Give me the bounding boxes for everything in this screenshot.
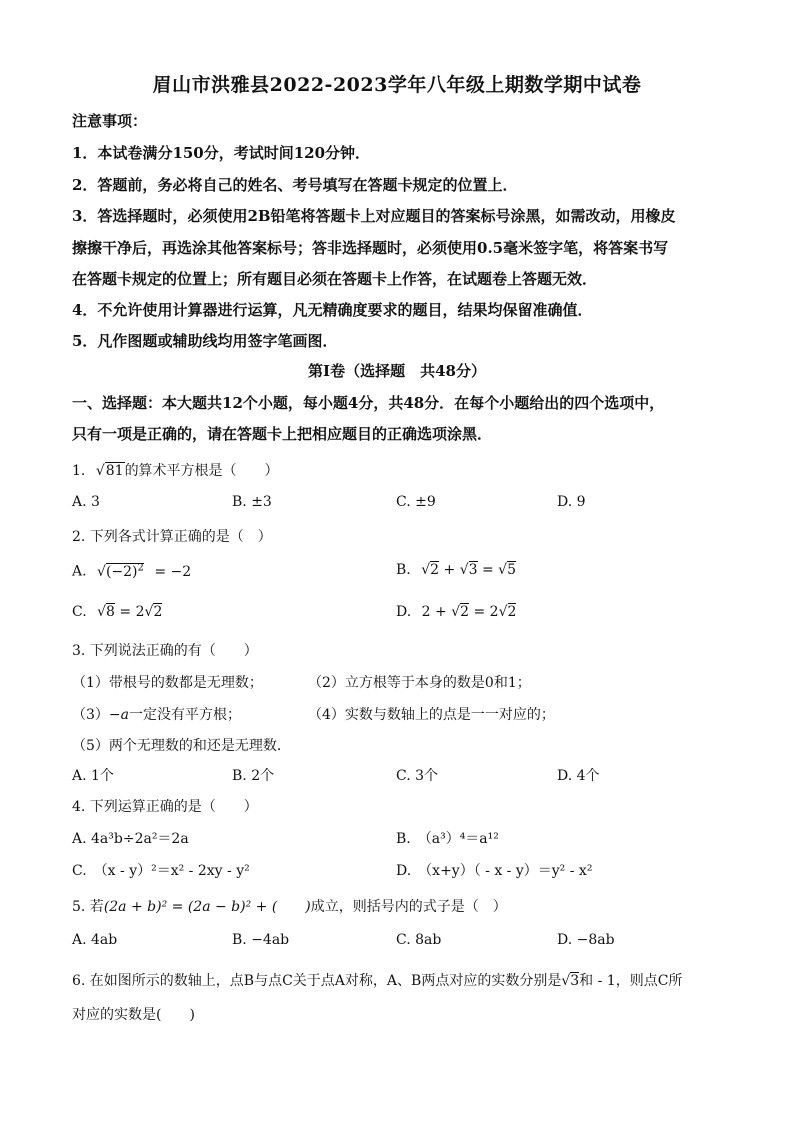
notice-item-3: 3．答选择题时，必须使用2B铅笔将答题卡上对应题目的答案标号涂黑，如需改动，用橡皮 bbox=[72, 207, 676, 225]
q2-option-a: A. $√(-2)^2 = -2$ bbox=[72, 562, 192, 580]
q1-option-a: A. 3 bbox=[72, 494, 100, 510]
q1-sqrt: √81 bbox=[95, 463, 124, 479]
notice-item-3-cont2: 在答题卡规定的位置上；所有题目必须在答题卡上作答，在试题卷上答题无效． bbox=[72, 270, 598, 288]
q1-stem: 的算术平方根是（ ） bbox=[124, 463, 279, 479]
q3-option-d: D. 4个 bbox=[557, 768, 600, 784]
notice-item-4: 4．不允许使用计算器进行运算，凡无精确度要求的题目，结果均保留准确值． bbox=[72, 301, 593, 319]
q1-option-d: D. 9 bbox=[557, 494, 586, 510]
q1-option-b: B. ±3 bbox=[232, 494, 272, 510]
q2-option-d: D. 2 + √2 = 2√2 bbox=[396, 604, 517, 620]
notice-item-2: 2．答题前，务必将自己的姓名、考号填写在答题卡规定的位置上． bbox=[72, 176, 518, 194]
part1-heading: 第Ⅰ卷（选择题 共48分） bbox=[308, 362, 486, 380]
q4-option-b: B. （a³）⁴＝a¹² bbox=[396, 831, 499, 847]
q5-option-c: C. 8ab bbox=[396, 932, 442, 948]
question-1 bbox=[72, 460, 279, 480]
q2-option-b: B. √2 + √3 = √5 bbox=[396, 562, 517, 578]
notice-item-3-cont: 擦擦干净后，再选涂其他答案标号；答非选择题时，必须使用0.5毫米签字笔，将答案书写 bbox=[72, 239, 669, 257]
q2-option-c: C. √8 = 2√2 bbox=[72, 604, 163, 620]
notice-item-1: 1．本试卷满分150分，考试时间120分钟． bbox=[72, 144, 371, 162]
q3-option-a: A. 1个 bbox=[72, 768, 114, 784]
q1-radicand: 81 bbox=[105, 463, 124, 479]
page-title: 眉山市洪雅县2022-2023学年八年级上期数学期中试卷 bbox=[152, 74, 642, 96]
q3-statement-3: （3）−a一定没有平方根； bbox=[72, 707, 241, 723]
question-5-stem: 5. 若(2a + b)² = (2a − b)² + ( )成立，则括号内的式子是（ ） bbox=[72, 899, 507, 915]
question-2-stem: 2. 下列各式计算正确的是（ ） bbox=[72, 529, 272, 545]
q4-option-c: C. （x - y）²＝x² - 2xy - y² bbox=[72, 863, 250, 879]
q3-statement-5: （5）两个无理数的和还是无理数． bbox=[72, 738, 291, 754]
q1-option-c: C. ±9 bbox=[396, 494, 436, 510]
q3-option-b: B. 2个 bbox=[232, 768, 275, 784]
notice-item-5: 5．凡作图题或辅助线均用签字笔画图． bbox=[72, 332, 338, 350]
q5-option-a: A. 4ab bbox=[72, 932, 118, 948]
q4-option-d: D. （x+y）（ - x - y）＝y² - x² bbox=[396, 863, 593, 879]
q3-statement-1: （1）带根号的数都是无理数； bbox=[72, 675, 263, 691]
q4-option-a: A. 4a³b÷2a²＝2a bbox=[72, 831, 189, 847]
question-6-line-1: 6. 在如图所示的数轴上，点B与点C关于点A对称，A、B两点对应的实数分别是√3和 - 1，则点C所 bbox=[72, 973, 683, 989]
q3-option-c: C. 3个 bbox=[396, 768, 439, 784]
q5-option-d: D. −8ab bbox=[557, 932, 615, 948]
q5-option-b: B. −4ab bbox=[232, 932, 290, 948]
notice-heading: 注意事项： bbox=[72, 112, 148, 130]
question-3-stem: 3. 下列说法正确的有（ ） bbox=[72, 643, 258, 659]
part1-instruction-2: 只有一项是正确的，请在答题卡上把相应题目的正确选项涂黑． bbox=[72, 425, 493, 443]
question-6-line-2: 对应的实数是( ) bbox=[72, 1007, 195, 1023]
q3-statement-2: （2）立方根等于本身的数是0和1； bbox=[308, 675, 531, 691]
question-4-stem: 4. 下列运算正确的是（ ） bbox=[72, 799, 258, 815]
q3-statement-4: （4）实数与数轴上的点是一一对应的； bbox=[308, 707, 555, 723]
q1-number: 1. bbox=[72, 463, 86, 479]
part1-instruction-1: 一、选择题：本大题共12个小题，每小题4分，共48分．在每个小题给出的四个选项中， bbox=[72, 394, 665, 412]
